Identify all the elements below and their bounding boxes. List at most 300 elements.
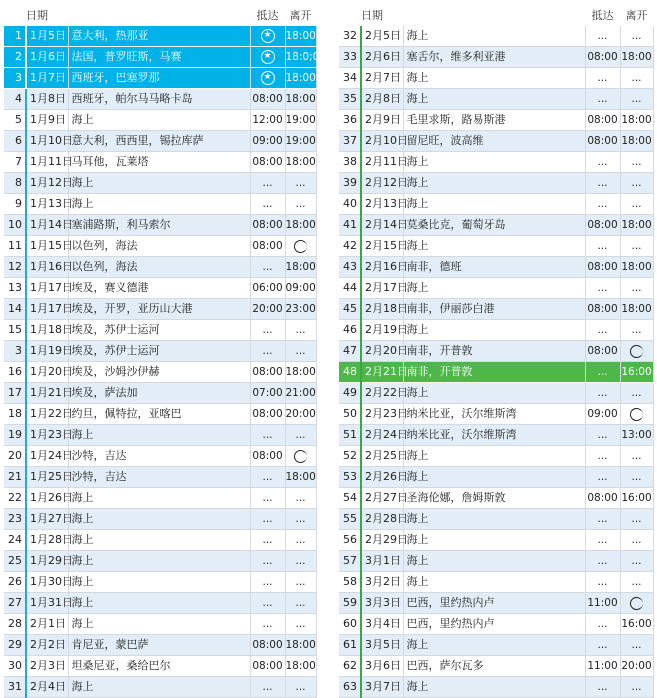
row-arrive: 08:00 bbox=[250, 215, 285, 236]
row-port: 西班牙，帕尔马马略卡岛 bbox=[68, 89, 250, 110]
row-depart: ... bbox=[285, 593, 316, 614]
row-depart: 18:00 bbox=[285, 467, 316, 488]
star-icon: ★ bbox=[261, 50, 275, 64]
row-port: 肯尼亚，蒙巴萨 bbox=[68, 635, 250, 656]
row-date: 2月25日 bbox=[361, 446, 403, 467]
row-number: 48 bbox=[339, 362, 361, 383]
row-number: 19 bbox=[4, 425, 26, 446]
row-number: 51 bbox=[339, 425, 361, 446]
row-date: 2月15日 bbox=[361, 236, 403, 257]
row-number: 13 bbox=[4, 278, 26, 299]
header-arrive: 抵达 bbox=[256, 9, 279, 22]
header-date: 日期 bbox=[26, 9, 48, 22]
row-date: 1月12日 bbox=[26, 173, 68, 194]
row-port: 海上 bbox=[68, 593, 250, 614]
moon-icon bbox=[630, 345, 643, 358]
table-row bbox=[339, 467, 653, 488]
row-date: 1月16日 bbox=[26, 257, 68, 278]
table-row bbox=[4, 236, 316, 257]
row-depart: ... bbox=[620, 194, 653, 215]
row-arrive: ... bbox=[585, 26, 620, 47]
row-arrive: 08:00 bbox=[250, 152, 285, 173]
header-depart: 离开 bbox=[625, 9, 648, 22]
row-date: 2月26日 bbox=[361, 467, 403, 488]
row-depart: 18:00 bbox=[620, 47, 653, 68]
row-arrive: ... bbox=[585, 425, 620, 446]
row-port: 海上 bbox=[403, 173, 585, 194]
row-depart: 18:0;0 bbox=[285, 47, 316, 68]
row-arrive: ... bbox=[250, 509, 285, 530]
row-port: 南非，德班 bbox=[403, 257, 585, 278]
row-arrive: ... bbox=[250, 551, 285, 572]
table-row bbox=[4, 131, 316, 152]
row-depart: 09:00 bbox=[285, 278, 316, 299]
row-arrive: 09:00 bbox=[585, 404, 620, 425]
row-port: 马耳他，瓦莱塔 bbox=[68, 152, 250, 173]
row-depart bbox=[285, 446, 316, 467]
row-port: 约旦，佩特拉，亚喀巴 bbox=[68, 404, 250, 425]
row-number: 62 bbox=[339, 656, 361, 677]
table-row bbox=[339, 383, 653, 404]
row-date: 2月4日 bbox=[26, 677, 68, 698]
moon-icon bbox=[630, 408, 643, 421]
row-depart: ... bbox=[285, 425, 316, 446]
row-port: 南非，开普敦 bbox=[403, 362, 585, 383]
header-depart: 离开 bbox=[289, 9, 312, 22]
row-date: 2月12日 bbox=[361, 173, 403, 194]
row-number: 21 bbox=[4, 467, 26, 488]
row-number: 17 bbox=[4, 383, 26, 404]
row-date: 1月20日 bbox=[26, 362, 68, 383]
row-depart: 16:00 bbox=[620, 488, 653, 509]
star-icon: ★ bbox=[261, 29, 275, 43]
row-date: 2月22日 bbox=[361, 383, 403, 404]
row-arrive: 08:00 bbox=[585, 47, 620, 68]
row-arrive: ... bbox=[585, 509, 620, 530]
row-port: 埃及，苏伊士运河 bbox=[68, 341, 250, 362]
row-number: 2 bbox=[4, 47, 26, 68]
row-number: 58 bbox=[339, 572, 361, 593]
table-row bbox=[4, 509, 316, 530]
row-date: 1月10日 bbox=[26, 131, 68, 152]
row-depart: ... bbox=[620, 635, 653, 656]
row-port: 海上 bbox=[68, 677, 250, 698]
table-row bbox=[4, 593, 316, 614]
table-row bbox=[339, 278, 653, 299]
table-row bbox=[339, 68, 653, 89]
table-row bbox=[339, 593, 653, 614]
table-row bbox=[339, 320, 653, 341]
table-row bbox=[339, 677, 653, 698]
row-arrive: 08:00 bbox=[250, 446, 285, 467]
row-arrive: ... bbox=[585, 320, 620, 341]
table-row bbox=[339, 530, 653, 551]
row-port: 海上 bbox=[68, 488, 250, 509]
row-arrive bbox=[250, 47, 285, 68]
table-row bbox=[4, 173, 316, 194]
row-date: 1月30日 bbox=[26, 572, 68, 593]
row-port: 海上 bbox=[403, 89, 585, 110]
row-port: 海上 bbox=[68, 614, 250, 635]
row-depart: ... bbox=[620, 383, 653, 404]
row-number: 27 bbox=[4, 593, 26, 614]
row-depart: ... bbox=[285, 614, 316, 635]
row-number: 26 bbox=[4, 572, 26, 593]
row-date: 2月6日 bbox=[361, 47, 403, 68]
row-number: 35 bbox=[339, 89, 361, 110]
header-no bbox=[4, 6, 26, 26]
row-port: 留尼旺，波高维 bbox=[403, 131, 585, 152]
row-depart: 18:00 bbox=[285, 89, 316, 110]
row-depart: ... bbox=[620, 446, 653, 467]
row-arrive: ... bbox=[585, 173, 620, 194]
row-date: 1月31日 bbox=[26, 593, 68, 614]
table-row bbox=[4, 488, 316, 509]
row-arrive: 09:00 bbox=[250, 131, 285, 152]
table-row bbox=[4, 383, 316, 404]
row-depart: 18:00 bbox=[285, 215, 316, 236]
row-date: 1月26日 bbox=[26, 488, 68, 509]
row-arrive: 08:00 bbox=[250, 404, 285, 425]
table-header bbox=[339, 6, 653, 26]
row-number: 3 bbox=[4, 341, 26, 362]
row-depart: ... bbox=[285, 509, 316, 530]
row-date: 1月19日 bbox=[26, 341, 68, 362]
row-arrive: ... bbox=[585, 614, 620, 635]
row-port: 埃及，萨法加 bbox=[68, 383, 250, 404]
row-date: 2月8日 bbox=[361, 89, 403, 110]
row-date: 1月25日 bbox=[26, 467, 68, 488]
row-port: 意大利，热那亚 bbox=[68, 26, 250, 47]
row-date: 2月13日 bbox=[361, 194, 403, 215]
table-row bbox=[4, 635, 316, 656]
row-port: 海上 bbox=[403, 320, 585, 341]
row-date: 3月7日 bbox=[361, 677, 403, 698]
row-arrive bbox=[250, 26, 285, 47]
table-row bbox=[4, 299, 316, 320]
row-number: 37 bbox=[339, 131, 361, 152]
row-depart bbox=[620, 341, 653, 362]
row-number: 12 bbox=[4, 257, 26, 278]
row-depart: 18:00 bbox=[285, 152, 316, 173]
table-row bbox=[339, 47, 653, 68]
row-date: 1月6日 bbox=[26, 47, 68, 68]
row-depart: ... bbox=[285, 194, 316, 215]
row-arrive: ... bbox=[250, 614, 285, 635]
row-date: 2月17日 bbox=[361, 278, 403, 299]
row-arrive: 08:00 bbox=[250, 635, 285, 656]
row-depart: ... bbox=[285, 572, 316, 593]
row-port: 海上 bbox=[68, 425, 250, 446]
row-arrive: ... bbox=[250, 488, 285, 509]
row-number: 10 bbox=[4, 215, 26, 236]
row-arrive: ... bbox=[250, 341, 285, 362]
row-date: 1月17日 bbox=[26, 278, 68, 299]
row-depart: ... bbox=[620, 89, 653, 110]
table-row bbox=[339, 215, 653, 236]
table-row bbox=[4, 110, 316, 131]
row-depart: 20:00 bbox=[285, 404, 316, 425]
star-icon: ★ bbox=[261, 71, 275, 85]
table-row bbox=[4, 656, 316, 677]
row-number: 44 bbox=[339, 278, 361, 299]
header-port bbox=[403, 6, 585, 26]
row-arrive: 08:00 bbox=[250, 656, 285, 677]
row-number: 18 bbox=[4, 404, 26, 425]
row-arrive: ... bbox=[585, 677, 620, 698]
row-number: 40 bbox=[339, 194, 361, 215]
row-date: 1月14日 bbox=[26, 215, 68, 236]
table-body-left bbox=[4, 26, 320, 698]
row-port: 意大利，西西里，锡拉库萨 bbox=[68, 131, 250, 152]
row-arrive: ... bbox=[250, 257, 285, 278]
row-arrive: 20:00 bbox=[250, 299, 285, 320]
row-port: 海上 bbox=[403, 467, 585, 488]
row-port: 海上 bbox=[68, 194, 250, 215]
row-date: 2月1日 bbox=[26, 614, 68, 635]
row-depart: ... bbox=[285, 530, 316, 551]
row-depart: ... bbox=[620, 530, 653, 551]
row-port: 巴西，里约热内卢 bbox=[403, 614, 585, 635]
row-arrive: ... bbox=[585, 635, 620, 656]
row-date: 2月11日 bbox=[361, 152, 403, 173]
row-arrive: 08:00 bbox=[585, 299, 620, 320]
row-depart: 23:00 bbox=[285, 299, 316, 320]
row-date: 3月2日 bbox=[361, 572, 403, 593]
row-date: 2月3日 bbox=[26, 656, 68, 677]
row-arrive: 08:00 bbox=[250, 362, 285, 383]
table-row bbox=[4, 257, 316, 278]
row-port: 纳米比亚，沃尔维斯湾 bbox=[403, 404, 585, 425]
row-port: 坦桑尼亚，桑给巴尔 bbox=[68, 656, 250, 677]
row-arrive: 07:00 bbox=[250, 383, 285, 404]
row-arrive: ... bbox=[585, 572, 620, 593]
row-arrive: ... bbox=[250, 467, 285, 488]
table-row bbox=[4, 446, 316, 467]
row-depart bbox=[620, 593, 653, 614]
row-number: 61 bbox=[339, 635, 361, 656]
header-arrive: 抵达 bbox=[591, 9, 614, 22]
row-number: 5 bbox=[4, 110, 26, 131]
table-header bbox=[4, 6, 316, 26]
row-port: 沙特，吉达 bbox=[68, 467, 250, 488]
row-number: 45 bbox=[339, 299, 361, 320]
row-arrive: 12:00 bbox=[250, 110, 285, 131]
table-row bbox=[339, 152, 653, 173]
row-date: 2月21日 bbox=[361, 362, 403, 383]
row-number: 24 bbox=[4, 530, 26, 551]
row-depart: 18:00 bbox=[285, 257, 316, 278]
row-arrive: 11:00 bbox=[585, 593, 620, 614]
row-port: 海上 bbox=[68, 530, 250, 551]
row-port: 毛里求斯，路易斯港 bbox=[403, 110, 585, 131]
table-row bbox=[339, 404, 653, 425]
row-port: 纳米比亚，沃尔维斯湾 bbox=[403, 425, 585, 446]
table-row bbox=[339, 236, 653, 257]
row-port: 巴西，萨尔瓦多 bbox=[403, 656, 585, 677]
moon-icon bbox=[294, 240, 307, 253]
row-number: 38 bbox=[339, 152, 361, 173]
table-row bbox=[4, 320, 316, 341]
table-row bbox=[339, 614, 653, 635]
row-date: 1月28日 bbox=[26, 530, 68, 551]
table-row bbox=[4, 278, 316, 299]
row-date: 1月22日 bbox=[26, 404, 68, 425]
row-number: 29 bbox=[4, 635, 26, 656]
row-arrive: 08:00 bbox=[585, 488, 620, 509]
row-depart: 16:00 bbox=[620, 362, 653, 383]
row-depart: ... bbox=[620, 320, 653, 341]
row-number: 47 bbox=[339, 341, 361, 362]
row-number: 42 bbox=[339, 236, 361, 257]
row-depart: ... bbox=[620, 551, 653, 572]
row-arrive: ... bbox=[585, 194, 620, 215]
row-number: 22 bbox=[4, 488, 26, 509]
row-date: 1月5日 bbox=[26, 26, 68, 47]
table-row bbox=[4, 152, 316, 173]
row-port: 南非，伊丽莎白港 bbox=[403, 299, 585, 320]
row-number: 53 bbox=[339, 467, 361, 488]
row-number: 34 bbox=[339, 68, 361, 89]
row-number: 56 bbox=[339, 530, 361, 551]
row-port: 法国，普罗旺斯，马赛 bbox=[68, 47, 250, 68]
row-date: 3月6日 bbox=[361, 656, 403, 677]
table-row bbox=[4, 425, 316, 446]
row-depart: ... bbox=[285, 677, 316, 698]
table-row bbox=[339, 446, 653, 467]
row-arrive: ... bbox=[585, 278, 620, 299]
row-depart bbox=[285, 236, 316, 257]
row-date: 2月9日 bbox=[361, 110, 403, 131]
row-date: 2月7日 bbox=[361, 68, 403, 89]
row-arrive: 06:00 bbox=[250, 278, 285, 299]
row-arrive: ... bbox=[585, 446, 620, 467]
row-port: 海上 bbox=[403, 530, 585, 551]
row-number: 31 bbox=[4, 677, 26, 698]
row-number: 15 bbox=[4, 320, 26, 341]
row-depart: ... bbox=[285, 320, 316, 341]
row-arrive: ... bbox=[585, 89, 620, 110]
row-arrive: 08:00 bbox=[250, 236, 285, 257]
table-row bbox=[4, 551, 316, 572]
table-row bbox=[4, 341, 316, 362]
row-number: 6 bbox=[4, 131, 26, 152]
row-depart: ... bbox=[285, 488, 316, 509]
table-row bbox=[339, 551, 653, 572]
row-date: 3月5日 bbox=[361, 635, 403, 656]
row-date: 2月16日 bbox=[361, 257, 403, 278]
row-depart: ... bbox=[620, 572, 653, 593]
row-date: 3月1日 bbox=[361, 551, 403, 572]
row-depart: 18:00 bbox=[620, 299, 653, 320]
row-date: 2月20日 bbox=[361, 341, 403, 362]
row-number: 49 bbox=[339, 383, 361, 404]
row-port: 圣海伦娜，詹姆斯敦 bbox=[403, 488, 585, 509]
table-row bbox=[4, 68, 316, 89]
row-depart: 18:00 bbox=[285, 362, 316, 383]
row-date: 2月29日 bbox=[361, 530, 403, 551]
row-number: 60 bbox=[339, 614, 361, 635]
row-port: 海上 bbox=[403, 551, 585, 572]
row-port: 埃及，赛义德港 bbox=[68, 278, 250, 299]
table-row bbox=[4, 404, 316, 425]
row-date: 2月24日 bbox=[361, 425, 403, 446]
row-date: 1月13日 bbox=[26, 194, 68, 215]
table-row bbox=[339, 257, 653, 278]
row-date: 2月28日 bbox=[361, 509, 403, 530]
row-depart: 19:00 bbox=[285, 131, 316, 152]
row-date: 1月17日 bbox=[26, 299, 68, 320]
row-port: 塞舌尔，维多利亚港 bbox=[403, 47, 585, 68]
row-depart: 21:00 bbox=[285, 383, 316, 404]
row-arrive: 08:00 bbox=[585, 257, 620, 278]
row-number: 25 bbox=[4, 551, 26, 572]
row-date: 1月7日 bbox=[26, 68, 68, 89]
row-number: 55 bbox=[339, 509, 361, 530]
row-date: 2月14日 bbox=[361, 215, 403, 236]
row-number: 23 bbox=[4, 509, 26, 530]
moon-icon bbox=[630, 597, 643, 610]
row-date: 1月23日 bbox=[26, 425, 68, 446]
table-row bbox=[4, 194, 316, 215]
row-port: 以色列，海法 bbox=[68, 257, 250, 278]
row-number: 8 bbox=[4, 173, 26, 194]
table-row bbox=[339, 26, 653, 47]
itinerary-table-left bbox=[4, 6, 320, 698]
row-port: 海上 bbox=[403, 194, 585, 215]
row-date: 2月5日 bbox=[361, 26, 403, 47]
row-number: 1 bbox=[4, 26, 26, 47]
row-number: 46 bbox=[339, 320, 361, 341]
row-port: 埃及，开罗，亚历山大港 bbox=[68, 299, 250, 320]
row-number: 50 bbox=[339, 404, 361, 425]
row-arrive: 11:00 bbox=[585, 656, 620, 677]
row-arrive: 08:00 bbox=[585, 110, 620, 131]
table-row bbox=[339, 425, 653, 446]
table-row bbox=[4, 89, 316, 110]
row-number: 4 bbox=[4, 89, 26, 110]
table-row bbox=[4, 215, 316, 236]
row-port: 巴西，里约热内卢 bbox=[403, 593, 585, 614]
row-port: 塞浦路斯，利马索尔 bbox=[68, 215, 250, 236]
row-arrive: 08:00 bbox=[585, 215, 620, 236]
row-port: 海上 bbox=[403, 383, 585, 404]
row-depart: 18:00 bbox=[285, 656, 316, 677]
row-number: 11 bbox=[4, 236, 26, 257]
row-number: 52 bbox=[339, 446, 361, 467]
row-date: 1月29日 bbox=[26, 551, 68, 572]
row-arrive: 08:00 bbox=[585, 131, 620, 152]
row-number: 32 bbox=[339, 26, 361, 47]
row-number: 43 bbox=[339, 257, 361, 278]
row-arrive: ... bbox=[250, 530, 285, 551]
row-date: 2月19日 bbox=[361, 320, 403, 341]
row-number: 57 bbox=[339, 551, 361, 572]
row-number: 9 bbox=[4, 194, 26, 215]
row-date: 3月3日 bbox=[361, 593, 403, 614]
table-body-right bbox=[339, 26, 653, 698]
row-number: 28 bbox=[4, 614, 26, 635]
row-date: 1月24日 bbox=[26, 446, 68, 467]
row-number: 59 bbox=[339, 593, 361, 614]
row-arrive: ... bbox=[250, 593, 285, 614]
row-date: 2月2日 bbox=[26, 635, 68, 656]
table-row bbox=[339, 194, 653, 215]
row-arrive: 08:00 bbox=[250, 89, 285, 110]
row-arrive: ... bbox=[585, 236, 620, 257]
table-row bbox=[339, 572, 653, 593]
row-arrive: ... bbox=[250, 194, 285, 215]
